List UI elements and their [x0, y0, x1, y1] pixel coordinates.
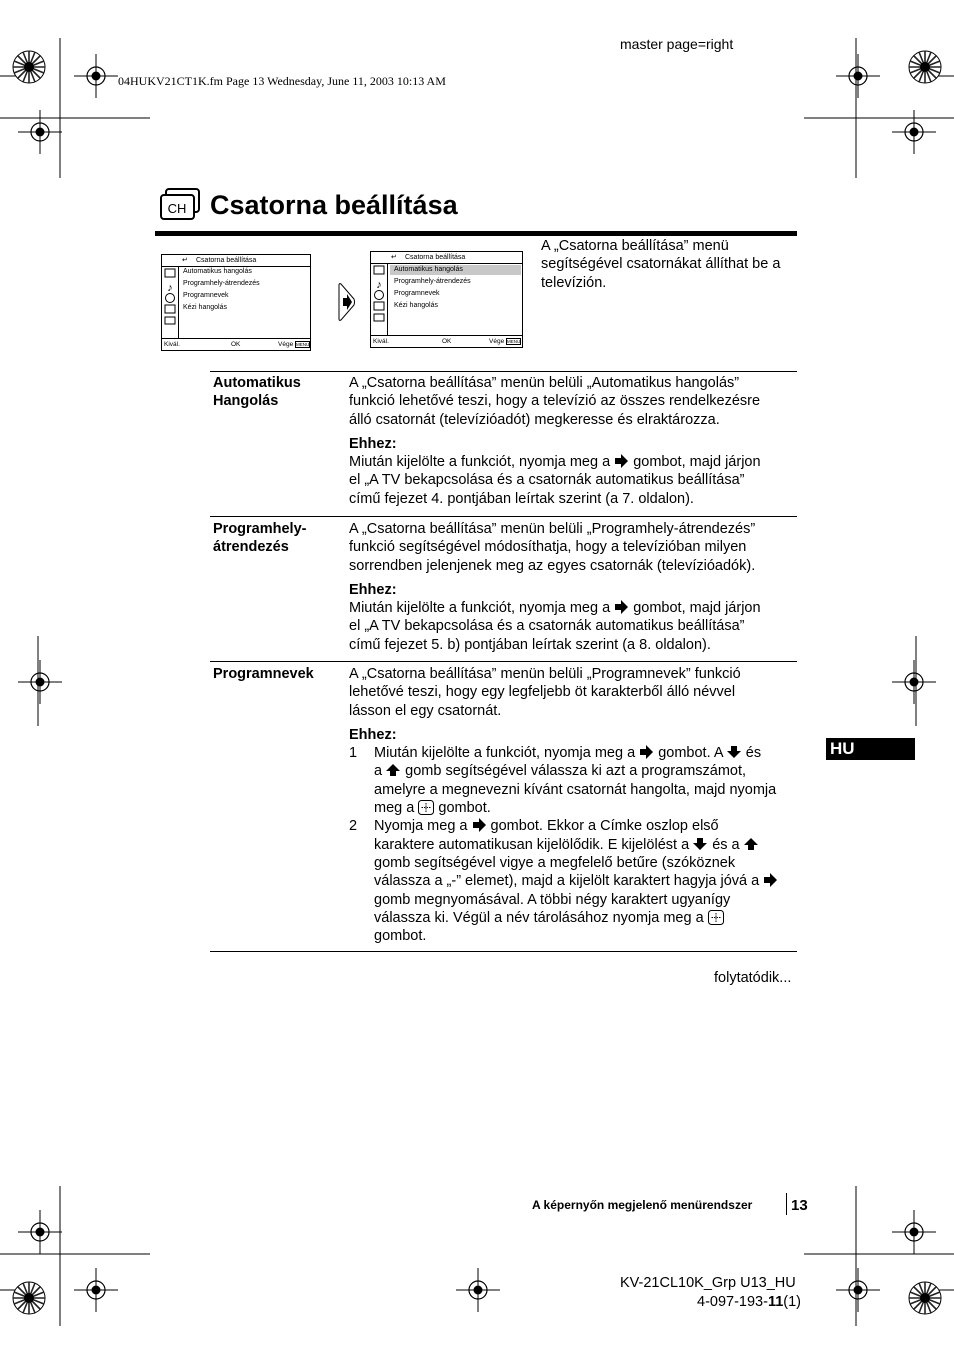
section-body: A „Csatorna beállítása” menün belüli „Programhely-átrendezés” funkció segítségével módosíthatja, hogy a televízióban milyen sorrendben jelenjenek meg az egyes csatornák (televízióadók). Ehhez: Miután kijelölte a funkciót, nyomja meg a gombot, majd járjon el „A TV bekapcsolása és a csatornák automatikus beállítása” című fejezet 5. b) pontjában leírtak szerint (a 8. oldalon). — [349, 521, 761, 653]
part-number: 4-097-193-11(1) — [697, 1294, 802, 1310]
page-number: 13 — [791, 1197, 808, 1214]
svg-text:CH: CH — [167, 201, 187, 216]
section-heading: Programnevek — [213, 666, 314, 682]
section-heading: Automatikus Hangolás — [213, 375, 301, 410]
ok-button-icon — [418, 800, 434, 815]
up-arrow-icon — [744, 837, 759, 851]
list-item: 1 Miután kijelölte a funkciót, nyomja meg a gombot. A és a gomb segítségével válassza ki azt a programszámot, amelyre a megnevezni kívánt csatornát hangolta, majd nyomja meg a gombot. — [349, 745, 777, 817]
svg-text:♪: ♪ — [167, 282, 173, 294]
file-info: 04HUKV21CT1K.fm Page 13 Wednesday, June 11, 2003 10:13 AM — [118, 74, 446, 88]
section-body: A „Csatorna beállítása” menün belüli „Programnevek” funkció lehetővé teszi, hogy egy legfeljebb öt karakterből álló névvel lásson el egy csatornát. Ehhez: 1 Miután kijelölte a funkciót, nyomja meg a gombot. A és a gomb segítségével válassza ki azt a programszámot, amelyre a megnevezni kívánt csatornát hangolta, majd nyomja meg a gombot. 2 Nyomja meg a gombot. Ekkor a Címke oszlop első karaktere automatikusan kijelölődik. E kijelölést a és a gomb segítségével vigye a megfelelő betűre (szóköznek válassza a „-” elemet), majd a kijelölt karaktert hagyja jóvá a gomb megnyomásával. A többi négy karaktert ugyanígy válassza ki. Végül a név tárolásához nyomja meg a gombot. — [349, 665, 801, 945]
section-body: A „Csatorna beállítása” menün belüli „Automatikus hangolás” funkció lehetővé teszi, hogy a televízió az összes rendelkezésre álló csatornát (televízióadót) megkeresse és elraktározza. Ehhez: Miután kijelölte a funkciót, nyomja meg a gombot, majd járjon el „A TV bekapcsolása és a csatornák automatikus beállítása” című fejezet 4. pontjában leírtak szerint (a 7. oldalon). — [349, 375, 761, 507]
page-title: Csatorna beállítása — [210, 190, 458, 220]
intro-text: A „Csatorna beállítása” menü segítségével csatornákat állíthat be a televízión. — [541, 238, 781, 291]
menu-item: Programnevek — [183, 292, 229, 299]
title-rule — [155, 231, 797, 236]
next-arrow-icon — [338, 282, 356, 327]
footer-divider — [786, 1193, 787, 1215]
menu-screen-after: ↵ Csatorna beállítása ♪ Automatikus hangolás Programhely-átrendezés Programnevek Kézi hangolás Kivál. OK Vége MENU — [370, 251, 523, 348]
registration-star-top-left — [13, 51, 45, 83]
menu-icon-column — [162, 267, 179, 338]
menu-item: Programhely-átrendezés — [183, 280, 260, 287]
divider — [210, 371, 797, 372]
section-heading: Programhely- átrendezés — [213, 521, 307, 556]
menu-item: Kézi hangolás — [183, 304, 227, 311]
ok-button-icon — [708, 910, 724, 925]
divider — [210, 516, 797, 517]
menu-screen-before: ↵ Csatorna beállítása ♪ Automatikus hangolás Programhely-átrendezés Programnevek Kézi hangolás Kivál. OK Vége MENU — [161, 254, 311, 351]
registration-star-top-right — [909, 51, 941, 83]
footer-section-name: A képernyőn megjelenő menürendszer — [532, 1198, 753, 1212]
right-arrow-icon — [472, 818, 487, 832]
right-arrow-icon — [763, 873, 778, 887]
down-arrow-icon — [693, 837, 708, 851]
language-tab: HU — [826, 738, 915, 760]
screen-title: Csatorna beállítása — [405, 254, 466, 261]
registration-star-bottom-right — [909, 1282, 941, 1314]
menu-item-highlighted: Automatikus hangolás — [394, 266, 463, 273]
menu-item: Programnevek — [394, 290, 440, 297]
list-item: 2 Nyomja meg a gombot. Ekkor a Címke oszlop első karaktere automatikusan kijelölődik. E kijelölést a és a gomb segítségével vigye a megfelelő betűre (szóköznek válassza a „-” elemet), majd a kijelölt karaktert hagyja jóvá a gomb megnyomásával. A többi négy karaktert ugyanígy válassza ki. Végül a név tárolásához nyomja meg a gombot. — [349, 817, 801, 945]
menu-item: Automatikus hangolás — [183, 268, 252, 275]
screen-footer: Kivál. OK Vége MENU — [162, 338, 310, 350]
divider — [210, 951, 797, 952]
divider — [210, 661, 797, 662]
right-arrow-icon — [614, 600, 629, 614]
menu-item: Programhely-átrendezés — [394, 278, 471, 285]
up-arrow-icon — [386, 763, 401, 777]
model-code: KV-21CL10K_Grp U13_HU — [620, 1275, 796, 1291]
svg-text:♪: ♪ — [376, 279, 382, 291]
menu-item: Kézi hangolás — [394, 302, 438, 309]
channel-icon — [160, 188, 202, 227]
continues-label: folytatódik... — [714, 970, 792, 986]
registration-star-bottom-left — [13, 1282, 45, 1314]
down-arrow-icon — [727, 745, 742, 759]
screen-title: Csatorna beállítása — [196, 257, 257, 264]
right-arrow-icon — [614, 454, 629, 468]
right-arrow-icon — [639, 745, 654, 759]
master-page-label: master page=right — [620, 36, 734, 52]
